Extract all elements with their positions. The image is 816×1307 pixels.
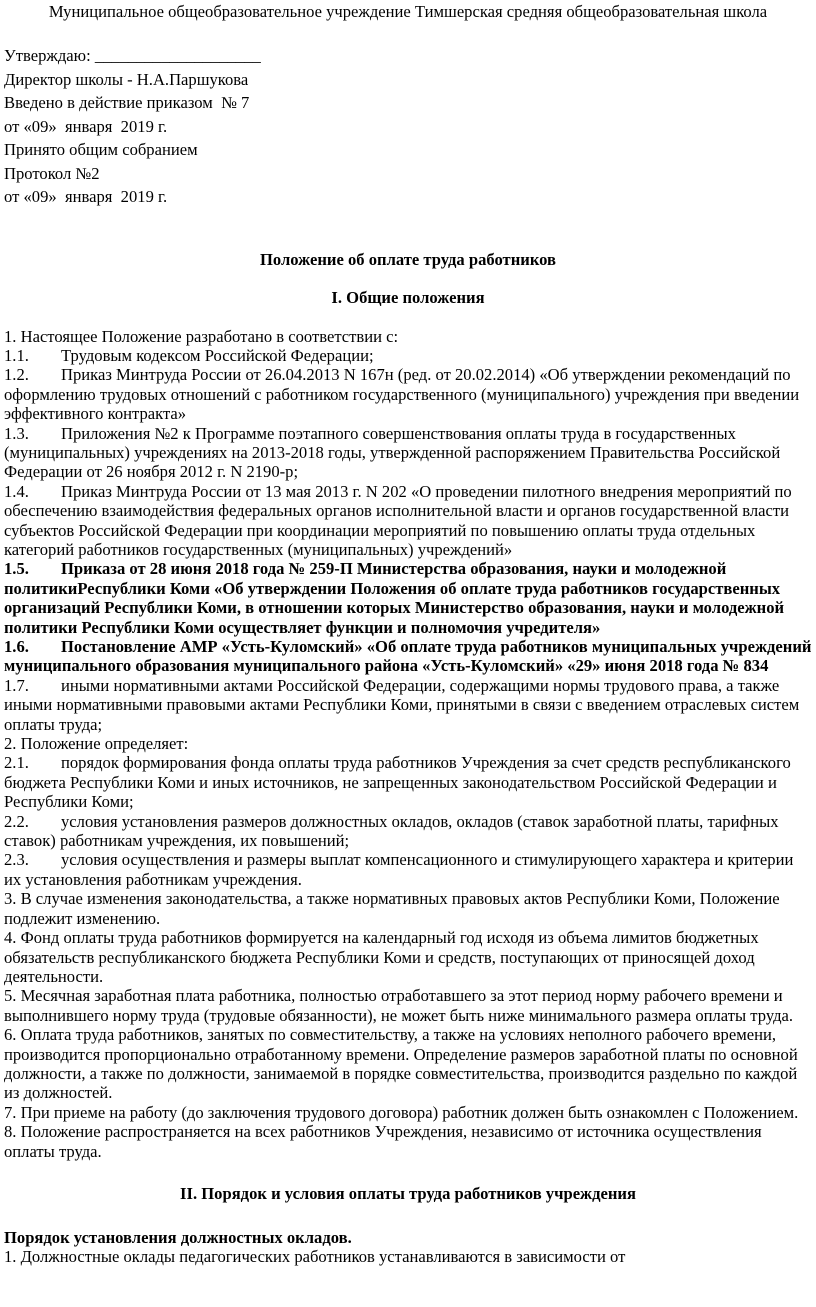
approval-line: Принято общим собранием <box>4 140 198 159</box>
item-text: 2. Положение определяет: <box>4 734 189 754</box>
item-text: Приказ Минтруда России от 13 мая 2013 г. N 202 «О проведении пилотного внедрения мероприятий по обеспечению взаимодействия федеральных органов исполнительной власти и органов государственной власти субъектов Российской Федерации при координации мероприятий по повышению оплаты труда отдельных категорий работников государственных (муниципальных) учреждений» <box>4 481 792 559</box>
item-number: 1.1. <box>4 345 29 365</box>
list-item <box>4 327 812 346</box>
list-item <box>4 1103 812 1122</box>
item-number: 2.3. <box>4 850 29 870</box>
list-item <box>4 676 812 734</box>
list-item <box>4 850 812 889</box>
list-item <box>4 365 812 423</box>
item-number: 2.1. <box>4 753 29 773</box>
list-item <box>4 1122 812 1161</box>
subheading: Порядок установления должностных окладов. <box>4 1227 352 1247</box>
item-number: 2.2. <box>4 811 29 831</box>
approval-line: от «09» января 2019 г. <box>4 116 168 136</box>
approval-line: Протокол №2 <box>4 163 100 183</box>
list-item <box>4 559 812 637</box>
list-item <box>4 889 812 928</box>
list-item <box>4 734 812 753</box>
item-text: условия осуществления и размеры выплат компенсационного и стимулирующего характера и критерии их установления работникам учреждения. <box>4 850 794 889</box>
item-text: 6. Оплата труда работников, занятых по совместительству, а также на условиях неполного рабочего времени, производится пропорционально отработанному времени. Определение размеров заработной платы по основной должности, а также по должности, занимаемой в порядке совместительства, производится раздельно по каждой из должностей. <box>4 1025 798 1103</box>
item-text: 4. Фонд оплаты труда работников формируется на календарный год исходя из объема лимитов бюджетных обязательств республиканского бюджета Республики Коми и средств, поступающих от приносящей доход деятельности. <box>4 928 759 986</box>
item-text: Приказа от 28 июня 2018 года № 259-П Министерства образования, науки и молодежной политикиРеспублики Коми «Об утверждении Положения об оплате труда работников государственных организаций Республики Коми, в отношении которых Министерство образования, науки и молодежной политики Республики Коми осуществляет функции и полномочия учредителя» <box>4 559 785 637</box>
approval-line: Директор школы - Н.А.Паршукова <box>4 69 249 89</box>
list-item <box>4 753 812 811</box>
list-item <box>4 986 812 1025</box>
item-text: порядок формирования фонда оплаты труда работников Учреждения за счет средств республиканского бюджета Республики Коми и иных источников, не запрещенных законодательством Российской Федерации и Республики Коми; <box>4 753 791 812</box>
item-number: 1.7. <box>4 675 29 695</box>
list-item <box>4 637 812 676</box>
document-title: Положение об оплате труда работников <box>259 249 557 269</box>
list-item <box>4 928 812 986</box>
item-text: Трудовым кодексом Российской Федерации; <box>61 345 374 365</box>
item-text: 7. При приеме на работу (до заключения трудового договора) работник должен быть ознакомлен с Положением. <box>4 1102 799 1122</box>
approval-line: Утверждаю: ____________________ <box>4 46 261 65</box>
item-text: условия установления размеров должностных окладов, окладов (ставок заработной платы, тарифных ставок) работникам учреждения, их повышений; <box>4 811 779 851</box>
item-text: Приказ Минтруда России от 26.04.2013 N 167н (ред. от 20.02.2014) «Об утверждении рекомендаций по оформлению трудовых отношений с работником государственного (муниципального) учреждения при введении эффективного контракта» <box>4 365 800 424</box>
item-text: Постановление АМР «Усть-Куломский» «Об оплате труда работников муниципальных учреждений муниципального образования муниципального района «Усть-Куломский» «29» июня 2018 года № 834 <box>4 637 812 676</box>
item-number: 1.3. <box>4 423 29 443</box>
list-item <box>4 1025 812 1103</box>
section-2-title: II. Порядок и условия оплаты труда работников учреждения <box>180 1183 636 1203</box>
item-number: 1.2. <box>4 365 29 385</box>
item-text: 5. Месячная заработная плата работника, полностью отработавшего за этот период норму рабочего времени и выполнившего норму труда (трудовые обязанности), не может быть ниже минимального размера оплаты труда. <box>4 986 794 1025</box>
item-text: 3. В случае изменения законодательства, а также нормативных правовых актов Республики Коми, Положение подлежит изменению. <box>4 889 780 928</box>
institution-header: Муниципальное общеобразовательное учреждение Тимшерская средняя общеобразовательная школа <box>48 2 768 21</box>
item-text: 1. Настоящее Положение разработано в соответствии с: <box>4 326 399 346</box>
list-item <box>4 812 812 851</box>
general-provisions <box>4 327 812 1161</box>
approval-block <box>4 44 812 209</box>
item-text: иными нормативными актами Российской Федерации, содержащими нормы трудового права, а также иными нормативными правовыми актами Республики Коми, принятыми в связи с введением отраслевых систем оплаты труда; <box>4 675 800 734</box>
item-text: Приложения №2 к Программе поэтапного совершенствования оплаты труда в государственных (муниципальных) учреждениях на 2013-2018 годы, утвержденной распоряжением Правительства Российской Федерации от 26 ноября 2012 г. N 2190-р; <box>4 423 781 482</box>
list-item <box>4 346 812 365</box>
item-number: 1.6. <box>4 637 29 656</box>
section-1-title: I. Общие положения <box>331 287 485 307</box>
paragraph: 1. Должностные оклады педагогических работников устанавливаются в зависимости от <box>4 1247 626 1267</box>
item-text: 8. Положение распространяется на всех работников Учреждения, независимо от источника осуществления оплаты труда. <box>4 1122 762 1161</box>
list-item <box>4 482 812 560</box>
approval-line: от «09» января 2019 г. <box>4 187 168 206</box>
approval-line: Введено в действие приказом № 7 <box>4 93 250 112</box>
item-number: 1.5. <box>4 559 29 579</box>
item-number: 1.4. <box>4 481 29 501</box>
list-item <box>4 424 812 482</box>
